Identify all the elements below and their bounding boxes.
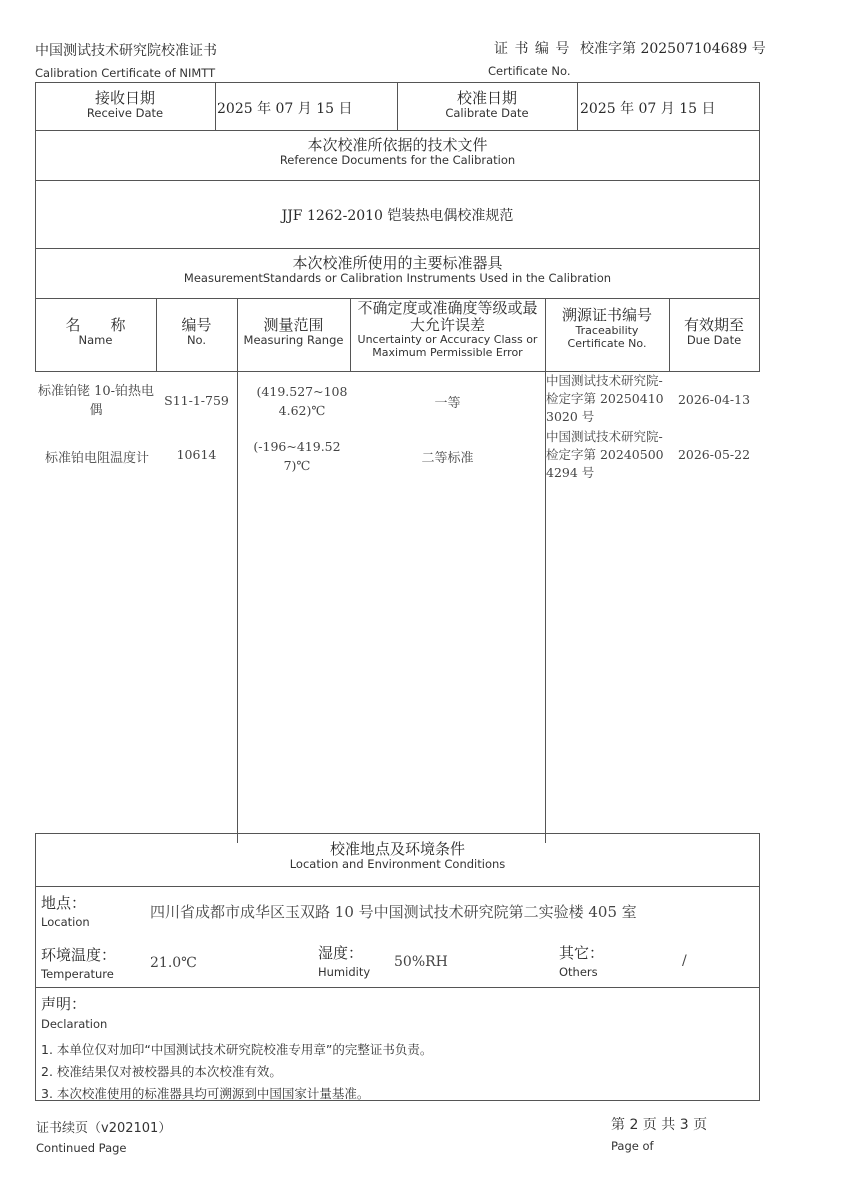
humidity-value: 50%RH <box>394 954 448 970</box>
calibrate-date-value: 2025 年 07 月 15 日 <box>580 101 716 117</box>
table-row-2-trace: 中国测试技术研究院-检定字第 202405004294 号 <box>546 429 664 481</box>
temperature-label: 环境温度： Temperature <box>41 946 117 981</box>
others-value: / <box>682 953 687 969</box>
table-row-1-range: (419.527~1084.62)℃ <box>256 384 348 418</box>
cert-no-value: 校准字第 202507104689 号 <box>580 41 766 57</box>
table-row-1-due: 2026-04-13 <box>677 392 751 407</box>
continued-page-en: Continued Page <box>36 1141 127 1155</box>
declaration-item: 3. 本次校准使用的标准器具均可溯源到中国国家计量基准。 <box>41 1086 370 1101</box>
temperature-value: 21.0℃ <box>150 955 197 971</box>
cert-no-label-en: Certificate No. <box>488 64 571 78</box>
table-row-1-uncertainty: 一等 <box>434 396 461 411</box>
col-header-uncertainty: 不确定度或准确度等级或最大允许误差 Uncertainty or Accuracy Class or Maximum Permissible Error <box>357 299 538 360</box>
continued-page-cn: 证书续页（v202101） <box>36 1121 172 1136</box>
table-row-2-range: (-196~419.527)℃ <box>253 439 341 473</box>
table-row-1-no: S11-1-759 <box>164 393 229 408</box>
col-header-no: 编号 No. <box>181 316 212 347</box>
location-title: 校准地点及环境条件 Location and Environment Conditions <box>289 840 506 871</box>
location-label: 地点： Location <box>41 894 90 929</box>
cert-no-label: 证 书 编 号 <box>494 41 571 57</box>
table-row-2-uncertainty: 二等标准 <box>421 451 474 466</box>
reference-document: JJF 1262-2010 铠装热电偶校准规范 <box>281 208 514 224</box>
declaration-label: 声明： Declaration <box>41 995 108 1031</box>
col-header-range: 测量范围 Measuring Range <box>243 316 344 347</box>
calibrate-date-label: 校准日期 Calibrate Date <box>445 89 529 120</box>
col-header-name: 名 称 Name <box>65 316 126 347</box>
declaration-item: 1. 本单位仅对加印“中国测试技术研究院校准专用章”的完整证书负责。 <box>41 1042 433 1057</box>
org-title-en: Calibration Certificate of NIMTT <box>35 66 216 80</box>
table-row-2-no: 10614 <box>176 447 217 462</box>
humidity-label: 湿度： Humidity <box>318 944 371 979</box>
receive-date-label: 接收日期 Receive Date <box>86 89 164 120</box>
table-row-2-due: 2026-05-22 <box>677 447 751 462</box>
table-row-2-name: 标准铂电阻温度计 <box>44 451 149 466</box>
reference-title: 本次校准所依据的技术文件 Reference Documents for the Calibration <box>279 136 516 167</box>
page-number-cn: 第 2 页 共 3 页 <box>611 1117 708 1133</box>
col-header-traceability: 溯源证书编号 Traceability Certificate No. <box>561 306 652 351</box>
table-row-1-trace: 中国测试技术研究院-检定字第 202504103020 号 <box>546 373 664 425</box>
declaration-list <box>41 1039 432 1105</box>
standards-title: 本次校准所使用的主要标准器具 MeasurementStandards or Calibration Instruments Used in the Calibration <box>183 254 612 285</box>
page-number-en: Page of <box>611 1139 654 1153</box>
table-row-1-name: 标准铂铑 10-铂热电偶 <box>37 384 155 418</box>
col-header-due-date: 有效期至 Due Date <box>683 316 744 347</box>
declaration-item: 2. 校准结果仅对被校器具的本次校准有效。 <box>41 1064 282 1079</box>
receive-date-value: 2025 年 07 月 15 日 <box>217 101 353 117</box>
others-label: 其它： Others <box>559 944 605 979</box>
org-title-cn: 中国测试技术研究院校准证书 <box>35 43 217 59</box>
location-value: 四川省成都市成华区玉双路 10 号中国测试技术研究院第二实验楼 405 室 <box>150 903 637 921</box>
